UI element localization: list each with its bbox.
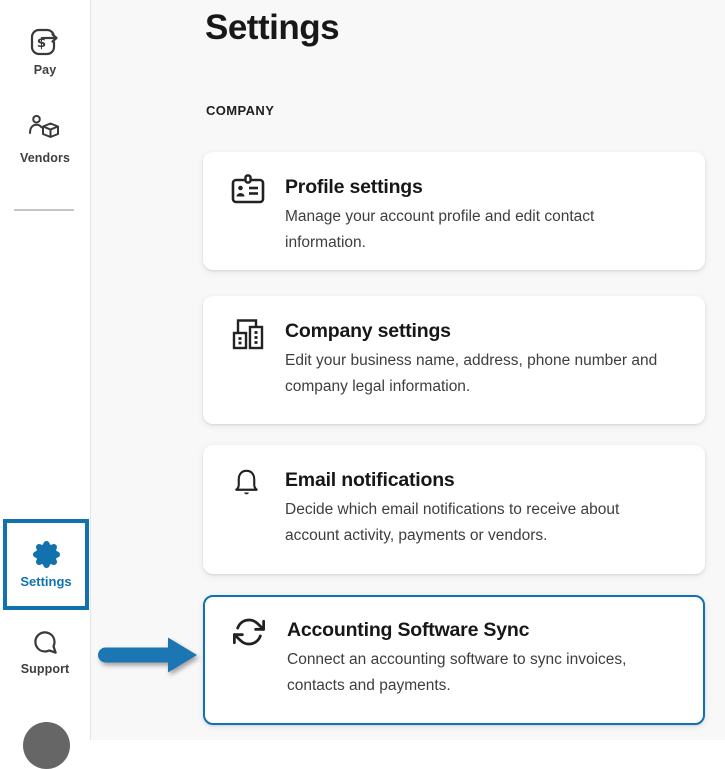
sidebar-item-settings-selected[interactable] xyxy=(3,519,89,610)
sidebar-item-label: Pay xyxy=(33,63,57,77)
card-text xyxy=(287,619,677,723)
sidebar xyxy=(0,0,90,740)
settings-card-list xyxy=(203,152,705,725)
card-description: Manage your account profile and edit contact information. xyxy=(285,208,595,251)
card-description: Connect an accounting software to sync invoices, contacts and payments. xyxy=(287,651,627,694)
sync-icon xyxy=(233,616,269,723)
card-accounting-software-sync[interactable] xyxy=(203,595,705,725)
sidebar-item-vendors[interactable] xyxy=(0,114,90,165)
card-title: Company settings xyxy=(285,320,451,342)
card-email-notifications[interactable] xyxy=(203,445,705,574)
sidebar-item-pay[interactable] xyxy=(0,27,90,77)
page-title: Settings xyxy=(205,8,340,47)
card-text xyxy=(285,320,677,424)
sidebar-item-label: Vendors xyxy=(19,151,71,165)
bell-icon xyxy=(231,466,267,574)
gear-icon xyxy=(33,541,60,568)
card-company-settings[interactable] xyxy=(203,296,705,424)
card-profile-settings[interactable] xyxy=(203,152,705,270)
sidebar-item-label: Support xyxy=(20,662,70,676)
card-title: Accounting Software Sync xyxy=(287,619,530,641)
card-description: Edit your business name, address, phone number and company legal information. xyxy=(285,352,658,395)
company-section-label: COMPANY xyxy=(206,103,275,118)
user-avatar[interactable] xyxy=(23,722,70,769)
card-description: Decide which email notifications to receive about account activity, payments or vendors. xyxy=(285,501,620,544)
pay-icon xyxy=(30,27,60,57)
sidebar-item-support[interactable] xyxy=(0,629,90,676)
support-icon xyxy=(32,629,59,656)
card-text xyxy=(285,469,677,574)
sidebar-item-label: Settings xyxy=(20,573,72,589)
card-title: Email notifications xyxy=(285,469,455,491)
settings-page xyxy=(90,0,725,740)
vendors-icon xyxy=(27,114,63,145)
sidebar-divider xyxy=(14,209,74,211)
callout-arrow-icon xyxy=(98,637,198,673)
card-text xyxy=(285,176,677,270)
buildings-icon xyxy=(231,317,267,424)
card-title: Profile settings xyxy=(285,176,423,198)
svg-text:$: $ xyxy=(36,35,47,51)
id-badge-icon xyxy=(231,173,267,270)
